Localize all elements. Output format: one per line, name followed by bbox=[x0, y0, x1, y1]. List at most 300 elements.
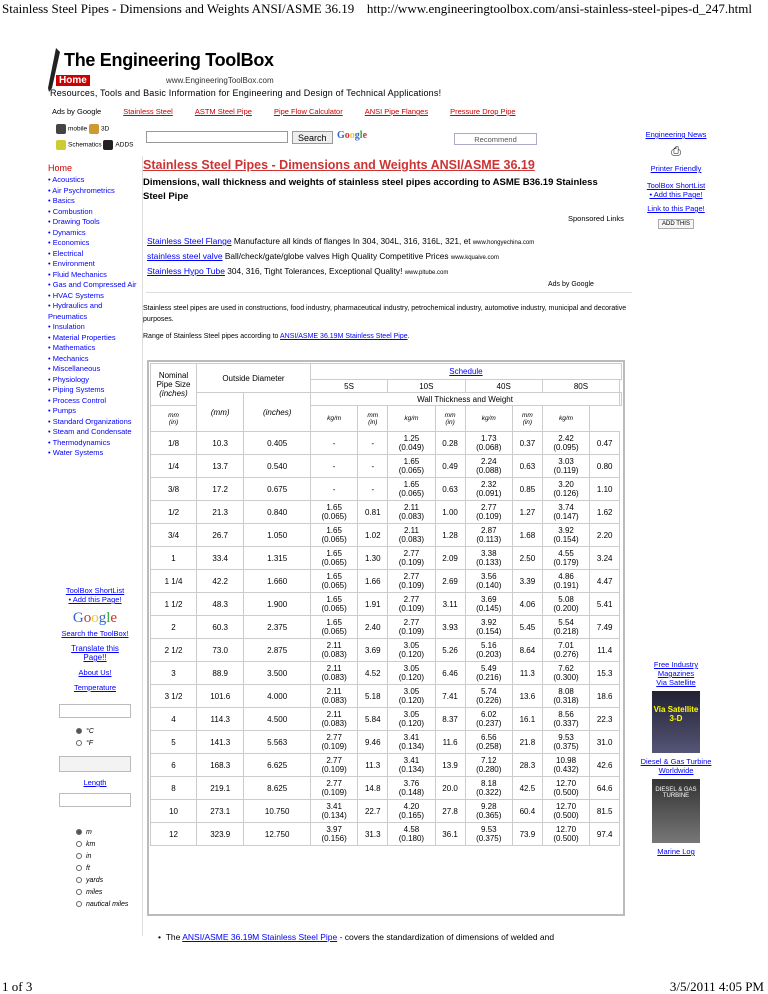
cell-text: 11.3 bbox=[365, 760, 381, 770]
table-row bbox=[151, 455, 622, 478]
mobile-label[interactable]: mobile bbox=[68, 125, 88, 133]
length-unit-option[interactable] bbox=[50, 887, 140, 899]
sidebar-item[interactable]: • Dynamics bbox=[48, 227, 86, 237]
cell-text: 5.84 bbox=[364, 714, 381, 724]
cell-text: (0.147) bbox=[553, 512, 579, 521]
cell-80s-wall bbox=[542, 524, 589, 547]
cell-10s-kg bbox=[435, 616, 465, 639]
cell-text: (0.109) bbox=[398, 581, 425, 590]
mobile-icon[interactable] bbox=[56, 124, 66, 134]
ad-1-link[interactable]: Stainless Steel Flange bbox=[147, 236, 232, 246]
cell-text: 3.93 bbox=[442, 622, 458, 632]
cell-5s-kg bbox=[358, 754, 388, 777]
celsius-label: °C bbox=[86, 728, 94, 735]
sidebar-item[interactable]: • Basics bbox=[48, 196, 75, 205]
cell-text: 2.24 bbox=[480, 457, 497, 466]
cell-text: 4.58 bbox=[403, 825, 420, 834]
cell-5s-kg bbox=[358, 547, 388, 570]
cell-80s-kg bbox=[590, 662, 620, 685]
cell-80s-wall bbox=[542, 593, 589, 616]
nav-link-stainless-steel[interactable]: Stainless Steel bbox=[123, 107, 173, 116]
cell-od-in bbox=[244, 547, 310, 570]
cell-80s-wall bbox=[542, 754, 589, 777]
cell-10s-kg bbox=[435, 547, 465, 570]
cell-5s-wall bbox=[310, 593, 357, 616]
sidebar-item[interactable]: • Environment bbox=[48, 259, 95, 268]
cell-nominal bbox=[151, 501, 197, 524]
length-unit-option[interactable] bbox=[50, 839, 140, 851]
sidebar-item[interactable]: • Air Psychrometrics bbox=[48, 185, 115, 195]
marine-log-link[interactable]: Marine Log bbox=[657, 847, 695, 856]
cell-40s-wall bbox=[465, 800, 512, 823]
sidebar-lower bbox=[50, 586, 140, 917]
cell-text: (0.180) bbox=[398, 834, 425, 843]
cell-text: 64.6 bbox=[596, 783, 613, 793]
print-header-url: http://www.engineeringtoolbox.com/ansi-stainless-steel-pipes-d_247.html bbox=[366, 1, 752, 16]
cell-5s-kg bbox=[358, 685, 388, 708]
sidebar-item[interactable]: • Insulation bbox=[48, 322, 85, 331]
cell-text: (0.318) bbox=[553, 696, 579, 705]
printer-friendly-link[interactable]: Printer Friendly bbox=[650, 164, 702, 173]
cell-text: 60.4 bbox=[519, 806, 536, 816]
ad-3-link[interactable]: Stainless Hypo Tube bbox=[147, 266, 225, 276]
cell-nominal bbox=[151, 570, 197, 593]
cell-text: 22.3 bbox=[596, 714, 613, 724]
cell-40s-wall bbox=[465, 777, 512, 800]
cell-text: (0.109) bbox=[398, 627, 425, 636]
cell-5s-wall bbox=[310, 777, 357, 800]
cell-text: 8 bbox=[171, 783, 176, 793]
sidebar-item[interactable]: • Miscellaneous bbox=[48, 364, 101, 373]
cell-text: 5.54 bbox=[558, 618, 574, 627]
cell-40s-kg bbox=[512, 455, 542, 478]
cell-text: 0.63 bbox=[442, 484, 458, 494]
table-row bbox=[151, 616, 622, 639]
range-paragraph bbox=[143, 333, 410, 340]
cell-nominal bbox=[151, 524, 197, 547]
cell-5s-kg bbox=[358, 662, 388, 685]
cell-5s-kg bbox=[358, 478, 388, 501]
cell-od-mm bbox=[197, 662, 244, 685]
cell-5s-kg bbox=[358, 593, 388, 616]
cell-text: (0.165) bbox=[398, 811, 425, 820]
cell-text: (0.500) bbox=[553, 811, 579, 820]
cell-40s-kg bbox=[512, 478, 542, 501]
cell-text: 1.66 bbox=[364, 576, 381, 586]
sidebar-item[interactable]: • Mathematics bbox=[48, 343, 96, 352]
cell-od-in bbox=[244, 478, 310, 501]
cell-text: 2.20 bbox=[596, 530, 613, 540]
sidebar-item[interactable]: • HVAC Systems bbox=[48, 290, 104, 300]
cell-5s-kg bbox=[358, 823, 388, 846]
cell-text: 1.25 bbox=[403, 434, 420, 443]
temperature-link[interactable]: Temperature bbox=[73, 683, 117, 692]
cell-text: 5.41 bbox=[596, 599, 613, 609]
search-toolbox-link[interactable]: Search the ToolBox! bbox=[61, 629, 129, 638]
unit-cell bbox=[512, 406, 542, 432]
nav-link-astm-steel-pipe[interactable]: ASTM Steel Pipe bbox=[194, 107, 252, 116]
temperature-input[interactable] bbox=[59, 704, 131, 718]
cell-40s-kg bbox=[512, 708, 542, 731]
sidebar-item[interactable]: • Material Properties bbox=[48, 332, 116, 342]
cell-40s-kg bbox=[512, 593, 542, 616]
cell-text: (0.280) bbox=[476, 765, 502, 774]
cell-text: 2.11 bbox=[326, 687, 342, 696]
cell-text: 3.05 bbox=[403, 641, 420, 650]
fahrenheit-radio[interactable] bbox=[76, 740, 82, 746]
cell-10s-wall bbox=[388, 455, 435, 478]
th-outside-diameter: Outside Diameter bbox=[197, 364, 311, 393]
cell-80s-wall bbox=[542, 708, 589, 731]
cell-text: 1.65 bbox=[326, 595, 342, 604]
cell-40s-kg bbox=[512, 616, 542, 639]
cell-text: 4.000 bbox=[267, 691, 288, 701]
unit-in: (in) bbox=[368, 418, 378, 426]
cell-od-mm bbox=[197, 616, 244, 639]
cell-text: 5.45 bbox=[519, 622, 536, 632]
cell-text: 3.74 bbox=[558, 503, 574, 512]
cell-5s-wall bbox=[310, 432, 357, 455]
cell-text: 3.38 bbox=[480, 549, 497, 558]
free-magazines-link[interactable]: Free Industry Magazines bbox=[653, 660, 699, 678]
cell-text: 0.81 bbox=[364, 507, 381, 517]
unit-cell bbox=[310, 406, 357, 432]
sidebar-item[interactable]: • Electrical bbox=[48, 248, 84, 258]
cell-text: 4.20 bbox=[403, 802, 420, 811]
sidebar-home-link[interactable]: Home bbox=[48, 163, 73, 173]
unit-mm: mm bbox=[367, 411, 379, 419]
cell-text: 1.65 bbox=[326, 549, 342, 558]
sidebar-item[interactable]: • Standard Organizations bbox=[48, 416, 132, 426]
adds-icon[interactable] bbox=[103, 140, 113, 150]
cell-od-in bbox=[244, 685, 310, 708]
cell-10s-kg bbox=[435, 478, 465, 501]
cell-80s-kg bbox=[590, 708, 620, 731]
length-link[interactable]: Length bbox=[83, 778, 107, 787]
sidebar-item[interactable]: • Pumps bbox=[48, 406, 77, 415]
sidebar-item[interactable]: • Drawing Tools bbox=[48, 217, 100, 226]
cell-text: 2 1/2 bbox=[164, 645, 183, 655]
bullet-ansi-link[interactable]: ANSI/ASME 36.19M Stainless Steel Pipe bbox=[182, 932, 338, 942]
cell-text: 5 bbox=[171, 737, 176, 747]
cell-text: (0.365) bbox=[476, 811, 502, 820]
right-ads bbox=[636, 660, 716, 856]
length-unit-label: in bbox=[86, 853, 92, 860]
cell-10s-wall bbox=[388, 800, 435, 823]
cell-text: 1.65 bbox=[403, 480, 420, 489]
length-unit-radio[interactable] bbox=[76, 889, 82, 895]
link-to-page[interactable]: Link to this Page! bbox=[647, 204, 705, 213]
nav-link-pipe-flow-calculator[interactable]: Pipe Flow Calculator bbox=[273, 107, 343, 116]
cell-text: 168.3 bbox=[210, 760, 231, 770]
cell-10s-kg bbox=[435, 639, 465, 662]
cell-text: (0.088) bbox=[476, 466, 502, 475]
cell-text: 3.56 bbox=[480, 572, 497, 581]
length-unit-label: miles bbox=[86, 889, 103, 896]
cell-text: 3.39 bbox=[519, 576, 536, 586]
cell-text: 8.18 bbox=[480, 779, 497, 788]
sidebar-item[interactable]: • Fluid Mechanics bbox=[48, 269, 107, 279]
length-unit-radio[interactable] bbox=[76, 841, 82, 847]
cell-40s-wall bbox=[465, 547, 512, 570]
sidebar-item[interactable]: • Economics bbox=[48, 238, 90, 247]
th-nominal bbox=[151, 364, 197, 406]
addthis-button[interactable]: ADD THIS bbox=[658, 219, 694, 229]
cell-text: 4.06 bbox=[519, 599, 536, 609]
sidebar-item[interactable]: • Acoustics bbox=[48, 175, 85, 184]
cell-10s-wall bbox=[388, 432, 435, 455]
cell-text: (0.237) bbox=[476, 719, 502, 728]
shortlist-link[interactable]: ToolBox ShortList bbox=[65, 586, 125, 595]
tagline: Resources, Tools and Basic Information for Engineering and Design of Technical Applications! bbox=[50, 88, 442, 98]
sidebar-item[interactable]: • Mechanics bbox=[48, 353, 89, 363]
table-row bbox=[151, 731, 622, 754]
th-schedule[interactable]: Schedule bbox=[310, 364, 621, 380]
adds-label[interactable]: ADDS bbox=[115, 141, 134, 149]
3d-label[interactable]: 3D bbox=[100, 125, 110, 133]
fahrenheit-label: °F bbox=[86, 740, 94, 747]
cell-text: (0.140) bbox=[476, 581, 502, 590]
ansi-link[interactable]: ANSI/ASME 36.19M Stainless Steel Pipe bbox=[279, 333, 408, 340]
cell-text: (0.049) bbox=[398, 443, 425, 452]
cell-10s-kg bbox=[435, 524, 465, 547]
schematics-icon[interactable] bbox=[56, 140, 66, 150]
translate-link[interactable]: Translate this Page!! bbox=[71, 644, 119, 662]
cell-text: 11.6 bbox=[442, 737, 458, 747]
cell-text: 2.77 bbox=[403, 549, 420, 558]
cell-10s-wall bbox=[388, 823, 435, 846]
length-input[interactable] bbox=[59, 793, 131, 807]
length-unit-radio[interactable] bbox=[76, 853, 82, 859]
cell-10s-kg bbox=[435, 708, 465, 731]
cell-text: (0.179) bbox=[553, 558, 579, 567]
cell-nominal bbox=[151, 685, 197, 708]
cell-text: 1.68 bbox=[519, 530, 536, 540]
cell-5s-wall bbox=[310, 501, 357, 524]
sidebar-item[interactable]: • Water Systems bbox=[48, 448, 104, 457]
cell-text: 2.11 bbox=[326, 710, 342, 719]
cell-text: 1.050 bbox=[267, 530, 288, 540]
cell-80s-wall bbox=[542, 685, 589, 708]
cell-text: 2.32 bbox=[480, 480, 497, 489]
cell-text: 36.1 bbox=[442, 829, 458, 839]
schematics-label[interactable]: Schematics bbox=[68, 141, 102, 149]
logo-home-link[interactable]: Home bbox=[56, 75, 90, 86]
search-button[interactable]: Search bbox=[292, 131, 333, 144]
cell-text: (0.258) bbox=[476, 742, 502, 751]
cell-text: 7.49 bbox=[596, 622, 613, 632]
right-column bbox=[636, 130, 716, 234]
add-page-link[interactable]: • Add this Page! bbox=[68, 595, 122, 604]
cell-nominal bbox=[151, 754, 197, 777]
cell-text: 22.7 bbox=[364, 806, 381, 816]
cell-text: 1.28 bbox=[442, 530, 458, 540]
length-unit-option[interactable] bbox=[50, 899, 140, 911]
via-satellite-link[interactable]: Via Satellite bbox=[656, 678, 696, 687]
table-row bbox=[151, 570, 622, 593]
cell-40s-wall bbox=[465, 639, 512, 662]
cell-text: 7.62 bbox=[558, 664, 574, 673]
cell-40s-wall bbox=[465, 823, 512, 846]
pipe-table-wrapper bbox=[147, 360, 625, 916]
cell-text: (0.134) bbox=[398, 742, 425, 751]
cell-text: 0.405 bbox=[267, 438, 288, 448]
cell-od-in bbox=[244, 501, 310, 524]
cell-5s-kg bbox=[358, 501, 388, 524]
length-unit-radio[interactable] bbox=[76, 901, 82, 907]
cell-text: 21.3 bbox=[212, 507, 228, 517]
cell-40s-wall bbox=[465, 432, 512, 455]
cell-text: (0.134) bbox=[321, 811, 347, 820]
cell-5s-wall bbox=[310, 823, 357, 846]
ads-divider bbox=[146, 292, 632, 293]
cell-5s-wall bbox=[310, 547, 357, 570]
length-unit-option[interactable] bbox=[50, 851, 140, 863]
recommend-button[interactable]: Recommend bbox=[454, 133, 537, 145]
sidebar-item[interactable]: • Hydraulics and Pneumatics bbox=[48, 301, 103, 321]
pipe-dimensions-table bbox=[150, 363, 622, 846]
right-shortlist-link[interactable]: ToolBox ShortList bbox=[646, 181, 706, 190]
cell-10s-wall bbox=[388, 754, 435, 777]
sidebar-item[interactable]: • Gas and Compressed Air bbox=[48, 280, 137, 289]
cell-text: (0.218) bbox=[553, 627, 579, 636]
length-unit-option[interactable] bbox=[50, 827, 140, 839]
about-link[interactable]: About Us! bbox=[78, 668, 112, 677]
cell-text: 6.46 bbox=[442, 668, 458, 678]
ad-2-link[interactable]: stainless steel valve bbox=[147, 251, 223, 261]
cell-text: 7.41 bbox=[442, 691, 458, 701]
cell-od-in bbox=[244, 800, 310, 823]
3d-icon[interactable] bbox=[89, 124, 99, 134]
cell-80s-wall bbox=[542, 570, 589, 593]
cell-80s-wall bbox=[542, 501, 589, 524]
sidebar-item[interactable]: • Piping Systems bbox=[48, 385, 105, 394]
cell-text: (0.119) bbox=[553, 466, 579, 475]
cell-text: 2.77 bbox=[403, 618, 420, 627]
cell-text: (0.375) bbox=[553, 742, 579, 751]
cell-text: 2.09 bbox=[442, 553, 458, 563]
printer-icon[interactable]: ⎙ bbox=[671, 144, 681, 158]
cell-text: (0.095) bbox=[553, 443, 579, 452]
cell-od-mm bbox=[197, 478, 244, 501]
cell-40s-kg bbox=[512, 731, 542, 754]
app-icons bbox=[56, 124, 136, 156]
cell-od-in bbox=[244, 432, 310, 455]
cell-text: (0.120) bbox=[398, 696, 425, 705]
cell-text: (0.065) bbox=[321, 558, 347, 567]
sidebar-list bbox=[48, 175, 138, 459]
cell-text: 13.9 bbox=[442, 760, 458, 770]
cell-40s-wall bbox=[465, 478, 512, 501]
engineering-news-link[interactable]: Engineering News bbox=[645, 130, 707, 139]
cell-text: (0.120) bbox=[398, 650, 425, 659]
print-header-title: Stainless Steel Pipes - Dimensions and Weights ANSI/ASME 36.19 bbox=[2, 1, 355, 16]
right-add-page-link[interactable]: • Add this Page! bbox=[649, 190, 703, 199]
cell-text: 3.69 bbox=[364, 645, 381, 655]
length-unit-radio[interactable] bbox=[76, 865, 82, 871]
cell-text: (0.120) bbox=[398, 719, 425, 728]
table-row bbox=[151, 800, 622, 823]
length-unit-option[interactable] bbox=[50, 875, 140, 887]
cell-text: 3.41 bbox=[403, 756, 420, 765]
cell-5s-wall bbox=[310, 478, 357, 501]
sidebar-item[interactable]: • Combustion bbox=[48, 206, 93, 216]
th-od-mm: (mm) bbox=[197, 393, 244, 432]
cell-text: (0.113) bbox=[476, 535, 502, 544]
cell-text: (0.091) bbox=[476, 489, 502, 498]
sidebar-item[interactable]: • Process Control bbox=[48, 395, 107, 405]
length-unit-radio[interactable] bbox=[76, 829, 82, 835]
cell-5s-kg bbox=[358, 616, 388, 639]
page-title[interactable]: Stainless Steel Pipes - Dimensions and Weights ANSI/ASME 36.19 bbox=[143, 158, 535, 172]
nav-link-pressure-drop-pipe[interactable]: Pressure Drop Pipe bbox=[450, 107, 516, 116]
cell-text: 4.500 bbox=[267, 714, 288, 724]
via-satellite-ad-image[interactable]: Via Satellite 3-D bbox=[652, 691, 700, 753]
cell-text: 42.5 bbox=[519, 783, 536, 793]
page-subtitle: Dimensions, wall thickness and weights of stainless steel pipes according to ASME B36.19 Stainless Steel Pipe bbox=[143, 177, 598, 202]
search-input[interactable] bbox=[146, 131, 288, 143]
ad-2-domain: www.kquaive.com bbox=[450, 255, 499, 261]
cell-nominal bbox=[151, 662, 197, 685]
cell-10s-kg bbox=[435, 501, 465, 524]
sidebar-item[interactable]: • Physiology bbox=[48, 374, 89, 384]
length-unit-radio[interactable] bbox=[76, 877, 82, 883]
cell-text: 2.77 bbox=[403, 595, 420, 604]
sidebar-item[interactable]: • Steam and Condensate bbox=[48, 427, 132, 436]
cell-text: 14.8 bbox=[364, 783, 381, 793]
cell-80s-kg bbox=[590, 639, 620, 662]
cell-text: 3.05 bbox=[403, 710, 420, 719]
cell-nominal bbox=[151, 432, 197, 455]
cell-text: - bbox=[332, 484, 336, 494]
cell-text: 101.6 bbox=[210, 691, 231, 701]
cell-80s-kg bbox=[590, 823, 620, 846]
diesel-ad-image[interactable]: DIESEL & GAS TURBINE bbox=[652, 779, 700, 843]
cell-text: (0.133) bbox=[476, 558, 502, 567]
diesel-link[interactable]: Diesel & Gas Turbine Worldwide bbox=[640, 757, 712, 775]
unit-mm: mm bbox=[521, 411, 533, 419]
cell-text: (0.203) bbox=[476, 650, 502, 659]
cell-od-mm bbox=[197, 823, 244, 846]
cell-text: 5.563 bbox=[267, 737, 288, 747]
table-row bbox=[151, 823, 622, 846]
unit-cell bbox=[388, 406, 435, 432]
cell-nominal bbox=[151, 800, 197, 823]
cell-od-in bbox=[244, 616, 310, 639]
unit-cell bbox=[151, 406, 197, 432]
cell-text: 8.64 bbox=[519, 645, 536, 655]
ads-by-google[interactable]: Ads by Google bbox=[548, 281, 594, 288]
cell-text: 73.9 bbox=[519, 829, 536, 839]
cell-text: 10.750 bbox=[264, 806, 290, 816]
cell-text: 42.2 bbox=[212, 576, 228, 586]
cell-text: 2.11 bbox=[403, 503, 419, 512]
cell-40s-wall bbox=[465, 455, 512, 478]
celsius-radio[interactable] bbox=[76, 728, 82, 734]
cell-10s-wall bbox=[388, 662, 435, 685]
cell-80s-kg bbox=[590, 432, 620, 455]
cell-nominal bbox=[151, 639, 197, 662]
nav-link-ansi-pipe-flanges[interactable]: ANSI Pipe Flanges bbox=[364, 107, 429, 116]
cell-text: 3.41 bbox=[326, 802, 342, 811]
cell-80s-wall bbox=[542, 800, 589, 823]
length-unit-option[interactable] bbox=[50, 863, 140, 875]
sidebar-item[interactable]: • Thermodynamics bbox=[48, 437, 111, 447]
cell-40s-wall bbox=[465, 731, 512, 754]
cell-80s-kg bbox=[590, 616, 620, 639]
sidebar-divider bbox=[142, 156, 143, 936]
length-unit-label: m bbox=[86, 829, 92, 836]
